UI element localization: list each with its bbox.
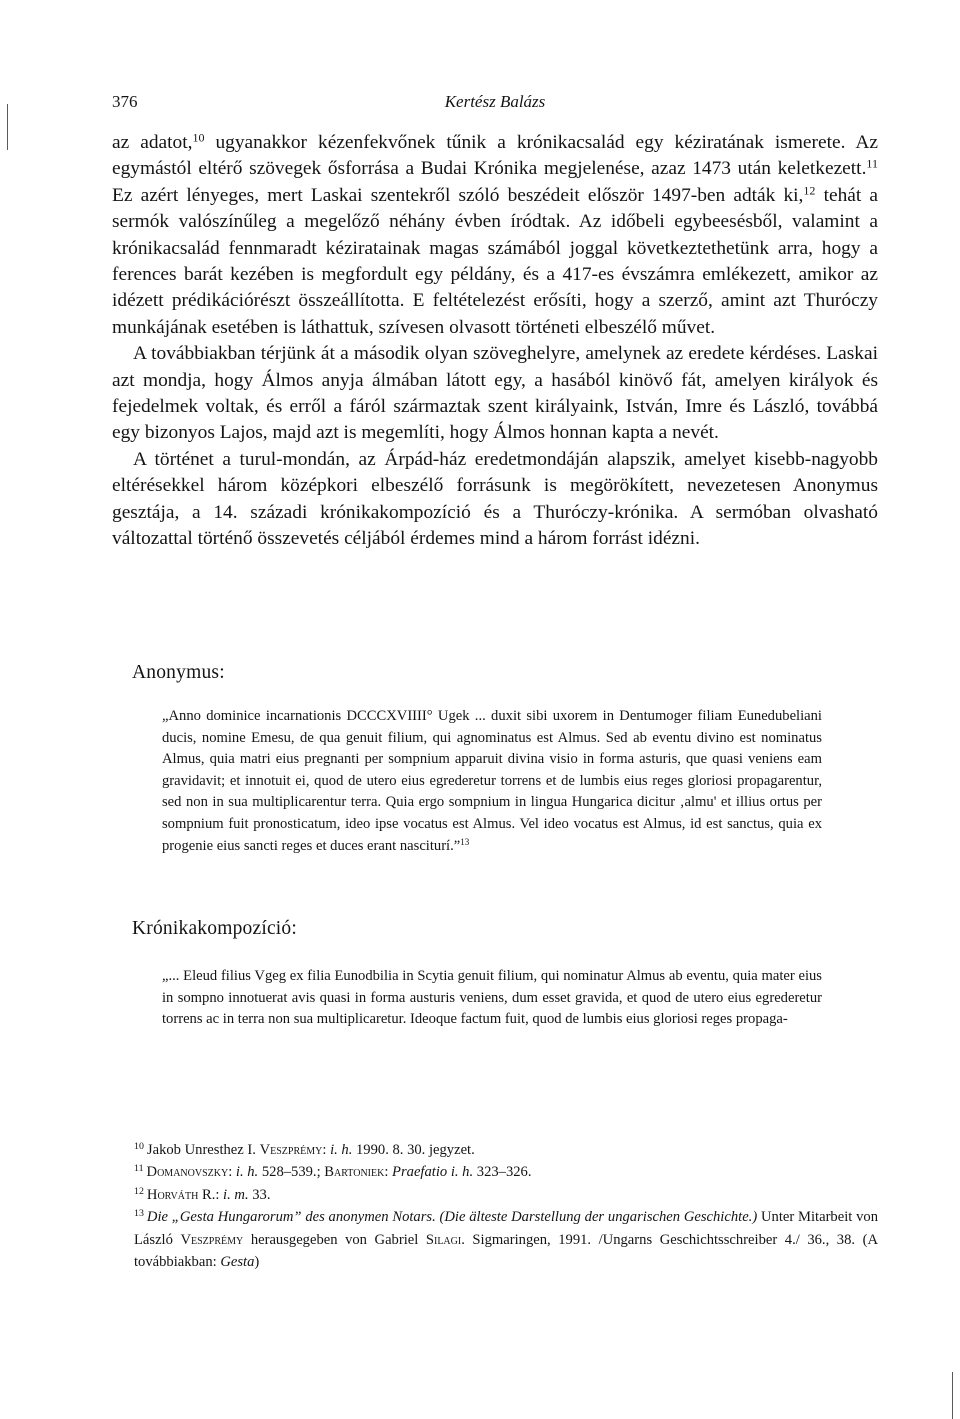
- footnote-number: 13: [134, 1208, 144, 1220]
- footnote-author: Bartoniek: [324, 1164, 385, 1181]
- page-number: 376: [112, 92, 138, 111]
- footnote-text: ): [254, 1254, 260, 1271]
- section-heading-anonymus: Anonymus:: [132, 662, 225, 683]
- text-run: ugyanakkor kézenfekvőnek tűnik a krónikacsalád egy kéziratának ismerete. Az egymástól eltérő szövegek ősforrása a Budai Krónika megjelenése, azaz 1473 után keletkezett.: [112, 132, 878, 180]
- footnote-12: [112, 1184, 878, 1206]
- paragraph: [112, 130, 878, 341]
- footnote-ref[interactable]: 13: [460, 836, 470, 847]
- footnote-number: 12: [134, 1185, 144, 1197]
- footnote-13: [112, 1206, 878, 1273]
- footnote-ref[interactable]: 11: [866, 156, 878, 171]
- body-text: [112, 130, 878, 553]
- footnote-author: Silagi: [425, 1231, 462, 1248]
- footnote-text: :: [215, 1186, 224, 1203]
- footnote-10: [112, 1139, 878, 1161]
- footnote-text: 1990. 8. 30. jegyzet.: [352, 1142, 475, 1158]
- footnote-text: herausgegeben von Gabriel: [243, 1231, 426, 1248]
- footnote-text: Unter Mitarbeit von László: [134, 1209, 878, 1248]
- footnote-abbrev: i. m.: [223, 1186, 249, 1203]
- quote-text: „Anno dominice incarnationis DCCCXVIIII° Ugek ... duxit sibi uxorem in Dentumoger filiam Eunedubeliani ducis, nomine Emesu, de qua genuit filium, qui agnominatus est Almus. Sed ab eventu divino est nominatus Almus, quia matri eius pregnanti per sompnium apparuit divina visio in forma asturis, que quasi veniens eam gravidavit; et innotuit ei, quod de utero eius egrederetur torrens et de lumbis eius reges gloriosi propagarentur, sed non in sua multiplicarentur terra. Quia ergo sompnium in lingua Hungarica dicitur ‚almu' et illius ortus per sompnium fuit pronosticatum, ideo ipse vocatus est Almus. Vel ideo vocatus est Almus, id est sanctus, quia ex progenie eius sancti reges et duces erant nasciturí.”: [162, 708, 822, 854]
- footnote-text: :: [228, 1164, 236, 1181]
- paragraph: A továbbiakban térjünk át a második olyan szöveghelyre, amelynek az eredete kérdéses. Laskai azt mondja, hogy Álmos anyja álmában látott egy, a hasából kinövő fát, amelyen királyok és fejedelmek voltak, és erről a fáról származtak szent királyaink, István, Imre és László, továbbá egy bizonyos Lajos, majd azt is megemlíti, hogy Álmos honnan kapta a nevét.: [112, 343, 878, 444]
- scan-artifact-line: [7, 104, 8, 150]
- footnote-ref[interactable]: 10: [192, 130, 205, 145]
- footnote-title: Die „Gesta Hungarorum” des anonymen Notars. (Die älteste Darstellung der ungarischen Geschichte.): [146, 1209, 758, 1226]
- footnote-title: Praefatio i. h.: [392, 1164, 474, 1181]
- footnote-text: . Sigmaringen, 1991. /Ungarns Geschichtsschreiber 4./ 36., 38. (A továbbiakban:: [134, 1231, 878, 1271]
- text-run: Ez azért lényeges, mert Laskai szentekről szóló beszédeit először 1497-ben adták ki,: [112, 184, 804, 206]
- section-heading-kronika: Krónikakompozíció:: [132, 918, 297, 939]
- quote-anonymus: [162, 706, 822, 857]
- footnote-text: Jakob Unresthez I.: [146, 1142, 260, 1158]
- footnote-ref[interactable]: 12: [803, 183, 816, 198]
- scan-artifact-line: [952, 1372, 953, 1419]
- paragraph: A történet a turul-mondán, az Árpád-ház eredetmondáján alapszik, amelyet kisebb-nagyobb eltérésekkel három középkori elbeszélő forrásunk is megörökített, nevezetesen Anonymus gesztája, a 14. századi krónikakompozíció és a Thuróczy-krónika. A sermóban olvasható változattal történő összevetés céljából érdemes mind a három forrást idézni.: [112, 448, 878, 550]
- footnote-abbrev: i. h.: [235, 1164, 259, 1181]
- footnote-11: [112, 1161, 878, 1183]
- footnote-text: :: [322, 1142, 331, 1158]
- footnotes: [112, 1139, 878, 1273]
- running-head: [112, 92, 878, 116]
- footnote-number: 11: [134, 1163, 144, 1175]
- footnote-text: 323–326.: [473, 1164, 532, 1181]
- footnote-title: Gesta: [220, 1254, 255, 1271]
- footnote-text: :: [384, 1164, 393, 1181]
- footnote-abbrev: i. h.: [330, 1142, 353, 1158]
- footnote-text: 528–539.;: [258, 1164, 325, 1181]
- running-author: Kertész Balázs: [444, 92, 546, 111]
- text-run: tehát a sermók valószínűleg a megelőző néhány évben íródtak. Az időbeli egybeesésből, valamint a krónikacsalád fennmaradt kéziratainak magas számából joggal következtethetünk arra, hogy a ferences barát kezében is megfordult egy példány, és a 417-es évszámra emlékezett, amikor az idézett prédikációrészt összeállította. E feltételezést erősíti, hogy a szerző, amint azt Thuróczy munkájának esetében is láthattuk, szívesen olvasott történeti elbeszélő művet.: [112, 184, 878, 338]
- footnote-author: Veszprémy: [259, 1142, 323, 1158]
- footnote-text: 33.: [248, 1186, 271, 1203]
- quote-kronika: „... Eleud filius Vgeg ex filia Eunodbilia in Scytia genuit filium, qui nominatur Almus ab eventu, quia mater eius in sompno innotuerat avis quasi in forma austuris veniens, dum esset gravida, et quod de utero eius egrederetur torrens ac in terra non sua multiplicaretur. Ideoque factum fuit, quod de lumbis eius gloriosi reges propaga-: [162, 968, 822, 1028]
- footnote-author: Domanovszky: [146, 1164, 229, 1181]
- footnote-author: Horváth R.: [146, 1186, 216, 1203]
- footnote-number: 10: [134, 1141, 144, 1153]
- footnote-author: Veszprémy: [180, 1231, 244, 1248]
- text-run: az adatot,: [112, 132, 193, 153]
